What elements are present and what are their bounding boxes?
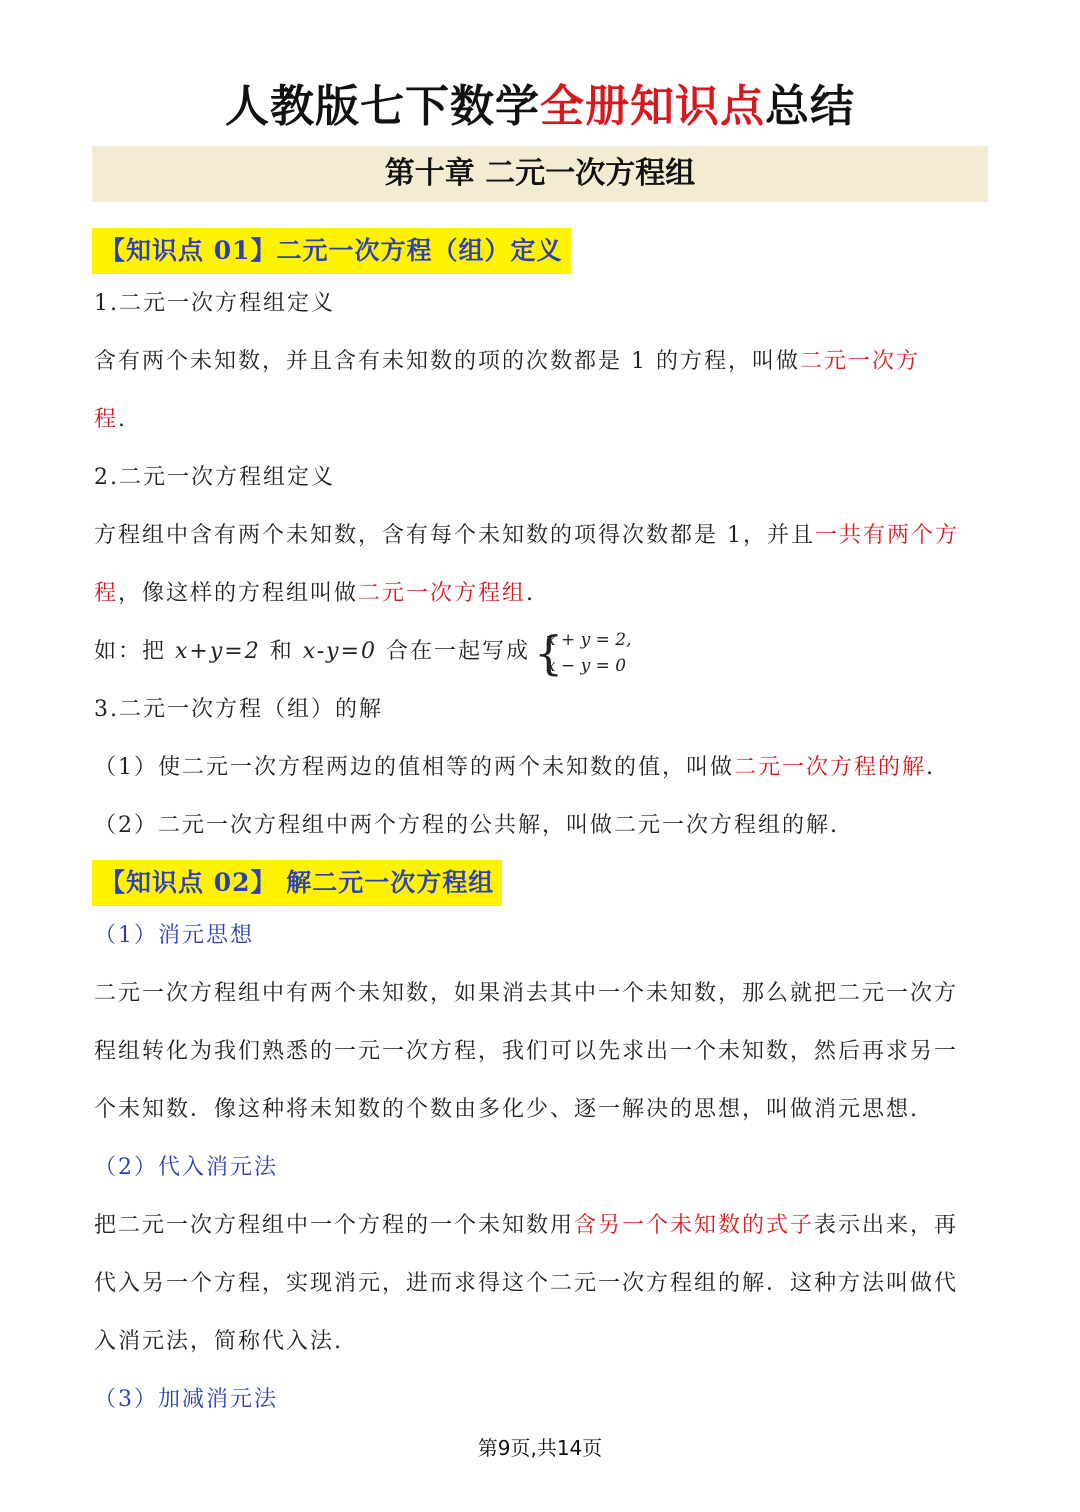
equation-system [534,626,632,682]
section-3-point-1 [94,750,935,781]
title-part1: 人教版七下数学 [225,81,540,132]
method-2-heading: （2）代入消元法 [94,1155,278,1180]
s2-l2-red1: 程 [94,581,119,606]
example-suffix: 合在一起写成 [377,639,531,664]
system-equation-1: x + y = 2, [546,630,632,650]
method-2-line-1 [94,1208,958,1239]
example-eq-a: x+y=2 [175,639,261,664]
example-mid: 和 [260,639,303,664]
section-2-line-2 [94,576,535,607]
title-part3: 总结 [765,81,855,132]
method-3-heading: （3）加减消元法 [94,1387,278,1412]
section-1-heading: 1.二元一次方程组定义 [94,291,335,316]
s2-l1-plain: 方程组中含有两个未知数，含有每个未知数的项得次数都是 1，并且 [94,523,815,548]
s2-l2-plain2: . [526,581,536,606]
system-equation-2: x − y = 0 [546,656,627,676]
method-1-line-1: 二元一次方程组中有两个未知数，如果消去其中一个未知数，那么就把二元一次方 [94,981,959,1006]
m2-l1-plain: 把二元一次方程组中一个方程的一个未知数用 [94,1213,575,1238]
method-1-line-2: 程组转化为我们熟悉的一元一次方程，我们可以先求出一个未知数，然后再求另一 [94,1039,959,1064]
s2-l2-red2: 二元一次方程组 [358,581,527,606]
section-1-line-1 [94,344,920,375]
left-brace-icon: { [534,626,564,680]
s1-l2-red: 程 [94,407,119,432]
example-prefix: 如：把 [94,639,175,664]
section-3-point-2: （2）二元一次方程组中两个方程的公共解，叫做二元一次方程组的解. [94,813,839,838]
m2-l1-red: 含另一个未知数的式子 [574,1213,815,1238]
knowledge-point-2-label: 【知识点 02】 解二元一次方程组 [92,860,502,906]
section-3-heading: 3.二元一次方程（组）的解 [94,697,383,722]
s1-l2-plain: . [118,407,128,432]
s2-l2-plain1: ，像这样的方程组叫做 [118,581,359,606]
s1-l1-red: 二元一次方 [800,349,921,374]
page-footer: 第9页,共14页 [477,1436,603,1460]
m2-l1-end: 表示出来，再 [814,1213,959,1238]
title-part2: 全册知识点 [540,81,765,132]
method-1-line-3: 个未知数．像这种将未知数的个数由多化少、逐一解决的思想，叫做消元思想. [94,1097,919,1122]
chapter-heading: 第十章 二元一次方程组 [92,146,988,202]
s3-p1-plain: （1）使二元一次方程两边的值相等的两个未知数的值，叫做 [94,755,734,780]
example-line [94,634,530,665]
s3-p1-red: 二元一次方程的解 [734,755,927,780]
s3-p1-end: . [926,755,936,780]
document-title [0,70,1080,134]
method-2-line-3: 入消元法，简称代入法. [94,1329,343,1354]
method-1-heading: （1）消元思想 [94,923,254,948]
section-2-heading: 2.二元一次方程组定义 [94,465,335,490]
example-eq-b: x-y=0 [302,639,378,664]
section-2-line-1 [94,518,959,549]
section-1-line-2 [94,402,127,433]
method-2-line-2: 代入另一个方程，实现消元，进而求得这个二元一次方程组的解．这种方法叫做代 [94,1271,959,1296]
knowledge-point-1-label: 【知识点 01】二元一次方程（组）定义 [92,228,571,274]
s2-l1-red: 一共有两个方 [815,523,960,548]
s1-l1-plain: 含有两个未知数，并且含有未知数的项的次数都是 1 的方程，叫做 [94,349,800,374]
